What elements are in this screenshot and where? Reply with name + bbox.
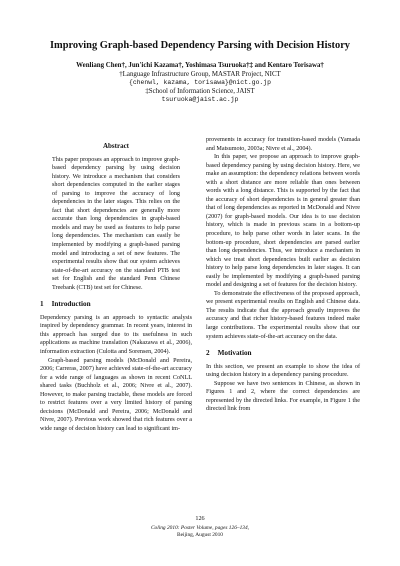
intro-paragraph-1: Dependency parsing is an approach to syntactic analysis inspired by dependency grammar. In recent years, interest in this approach has surged due to its usefulness in such applications as machine translation (Nakazawa et al., 2006), information extraction (Culotta and Sorensen, 2004). (40, 314, 192, 356)
author-block (20, 62, 380, 105)
affiliation-1: †Language Infrastructure Group, MASTAR Project, NICT (119, 70, 281, 78)
email-2: tsuruoka@jaist.ac.jp (161, 96, 239, 104)
intro-continuation: provements in accuracy for transition-based models (Yamada and Matsumoto, 2003a; Nivre et al., 2004). (206, 137, 360, 152)
page-number: 126 (195, 515, 205, 522)
intro-paragraph-4: To demonstrate the effectiveness of the proposed approach, we present experimental results on English and Chinese data. The results indicate that the approach greatly improves the accuracy and that richer history-based features indeed make large contributions. The experimental results show that our system achieves state-of-the-art accuracy on the data. (206, 290, 360, 340)
venue-location: Beijing, August 2010 (177, 531, 223, 538)
page-footer (20, 516, 380, 538)
section-2-heading (206, 349, 360, 358)
left-column (40, 136, 192, 434)
intro-paragraph-2: Graph-based parsing models (McDonald and Pereira, 2006; Carreras, 2007) have achieved state-of-the-art accuracy for a wide range of languages as shown in recent CoNLL shared tasks (Buchholz et al., 2006; Nivre et al., 2007). However, to make parsing tractable, these models are forced to restrict features over a very limited history of parsing decisions (McDonald and Pereira, 2006; McDonald and Nivre, 2007). Previous work showed that rich features over a wide range of decision history can lead to significant im- (40, 357, 192, 432)
intro-paragraph-3: In this paper, we propose an approach to improve graph-based dependency parsing by using decision history. Here, we make an assumption: the dependency relations between words with a short distance are more reliable than ones between words with a long distance. This is supported by the fact that the accuracy of short dependencies is in general greater than that of long dependencies as reported in McDonald and Nivre (2007) for graph-based models. Our idea is to use decision history, which is made in previous scans in a bottom-up procedure, to help parse other words in later scans. In the bottom-up procedure, short dependencies are parsed earlier than long dependencies. Thus, we introduce a mechanism in which we treat short dependencies built earlier as decision history to help parse long dependencies in later stages. It can easily be implemented by modifying a graph-based parsing model and designing a set of features for the decision history. (206, 154, 360, 289)
affiliation-2: ‡School of Information Science, JAIST (145, 87, 255, 95)
email-1: {chenwl, kazama, torisawa}@nict.go.jp (129, 79, 271, 87)
section-1-heading (40, 300, 192, 309)
motivation-paragraph-1: In this section, we present an example to show the idea of using decision history in a dependency parsing procedure. (206, 363, 360, 379)
paper-title: Improving Graph-based Dependency Parsing with Decision History (50, 40, 350, 51)
motivation-paragraph-2: Suppose we have two sentences in Chinese, as shown in Figures 1 and 2, where the correct dependencies are represented by the directed links. For example, in Figure 1 the directed link from (206, 380, 360, 413)
section-1-number: 1 (40, 300, 44, 309)
abstract-paragraph: This paper proposes an approach to improve graph-based dependency parsing by using decision history. We introduce a mechanism that considers short dependencies computed in the earlier stages of parsing to improve the accuracy of long dependencies in the later stages. This relies on the fact that short dependencies are generally more accurate than long dependencies in graph-based models and may be used as features to help parse long dependencies. The mechanism can easily be implemented by modifying a graph-based parsing model and introducing a set of new features. The experimental results show that our system achieves state-of-the-art accuracy on the standard PTB test set for English and the standard Penn Chinese Treebank (CTB) test set for Chinese. (52, 156, 180, 291)
right-column (206, 136, 360, 414)
section-2-title: Motivation (217, 349, 252, 358)
section-1-title: Introduction (51, 300, 91, 309)
abstract-text (52, 156, 180, 293)
section-2-number: 2 (206, 349, 210, 358)
venue-info: Coling 2010: Poster Volume, pages 126–134, (150, 524, 250, 531)
author-names: Wenliang Chen†, Jun'ichi Kazama†, Yoshimasa Tsuruoka†‡ and Kentaro Torisawa† (76, 62, 324, 69)
abstract-heading: Abstract (102, 142, 130, 150)
